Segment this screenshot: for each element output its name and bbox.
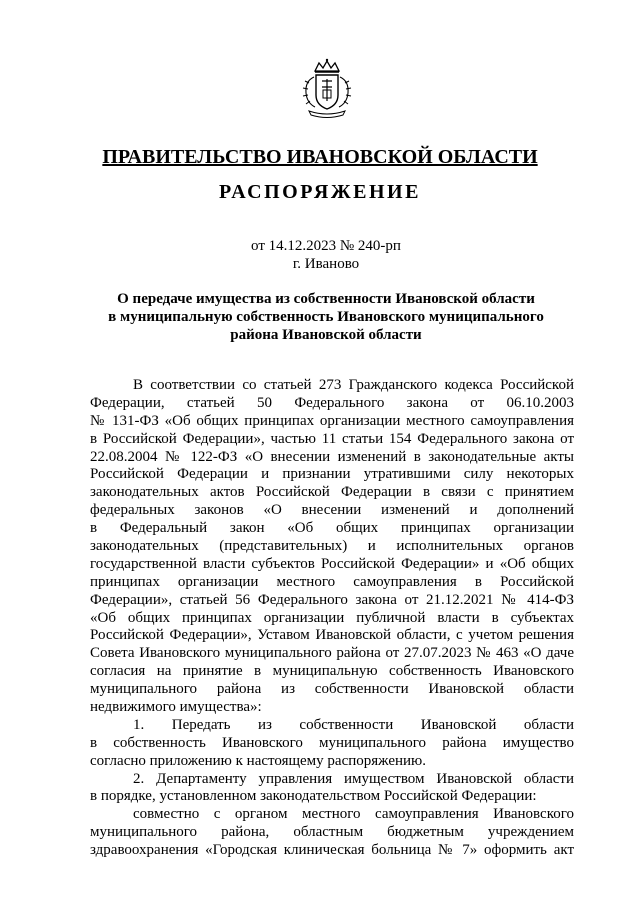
body-line: Совета Ивановского муниципального района от 27.07.2023 № 463 «О даче: [90, 645, 574, 662]
subject-line: О передаче имущества из собственности Ивановской области: [117, 291, 535, 307]
date-number: от 14.12.2023 № 240-рп: [251, 238, 401, 254]
coat-of-arms-emblem: [295, 57, 359, 121]
subject-line: в муниципальную собственность Ивановского муниципального: [108, 309, 544, 325]
body-line: В соответствии со статьей 273 Гражданского кодекса Российской: [133, 377, 574, 393]
body-line: законодательных актов Российской Федерации в связи с принятием: [90, 484, 574, 501]
document-type: РАСПОРЯЖЕНИЕ: [219, 181, 421, 203]
body-line: государственной власти субъектов Российской Федерации» и «Об общих: [90, 555, 574, 572]
body-line: 1. Передать из собственности Ивановской области: [133, 716, 574, 733]
body-line: Федерации, статьей 50 Федерального закона от 06.10.2003: [90, 394, 574, 411]
body-line: здравоохранения «Городская клиническая больница № 7» оформить акт: [90, 842, 574, 859]
body-line: принципах организации местного самоуправления в Российской: [90, 573, 574, 590]
body-line: согласно приложению к настоящему распоряжению.: [90, 752, 427, 769]
body-line: федеральных законов «О внесении изменений и дополнений: [90, 502, 574, 519]
city: г. Иваново: [292, 256, 360, 272]
subject-line: района Ивановской области: [230, 327, 422, 343]
document-body: [90, 377, 574, 860]
subject-heading: [0, 290, 640, 344]
body-line: в порядке, установленном законодательством Российской Федерации:: [90, 788, 537, 805]
body-line: недвижимого имущества»:: [90, 699, 262, 716]
body-line: в собственность Ивановского муниципального района имущество: [90, 734, 574, 751]
body-line: 22.08.2004 № 122-ФЗ «О внесении изменений в законодательные акты: [90, 448, 574, 465]
body-line: Российской Федерации и признании утратившими силу некоторых: [90, 466, 574, 483]
government-title: ПРАВИТЕЛЬСТВО ИВАНОВСКОЙ ОБЛАСТИ: [102, 146, 538, 168]
body-line: в Федеральный закон «Об общих принципах организации: [90, 520, 574, 537]
body-line: согласия на принятие в муниципальную собственность Ивановского: [90, 663, 574, 680]
body-line: муниципального района, областным бюджетным учреждением: [90, 824, 574, 841]
body-line: в Российской Федерации», частью 11 статьи 154 Федерального закона от: [90, 430, 574, 447]
body-line: № 131-ФЗ «Об общих принципах организации местного самоуправления: [90, 412, 574, 429]
body-line: Российской Федерации», Уставом Ивановской области, с учетом решения: [90, 627, 574, 644]
body-line: 2. Департаменту управления имуществом Ивановской области: [133, 770, 574, 787]
date-block: [0, 237, 640, 273]
body-line: Федерации», статьей 56 Федерального закона от 21.12.2021 № 414-ФЗ: [90, 591, 574, 608]
body-line: законодательных (представительных) и исполнительных органов: [90, 538, 574, 555]
body-line: «Об общих принципах организации публичной власти в субъектах: [90, 609, 574, 626]
body-line: совместно с органом местного самоуправления Ивановского: [133, 806, 574, 823]
body-line: муниципального района из собственности Ивановской области: [90, 681, 574, 698]
